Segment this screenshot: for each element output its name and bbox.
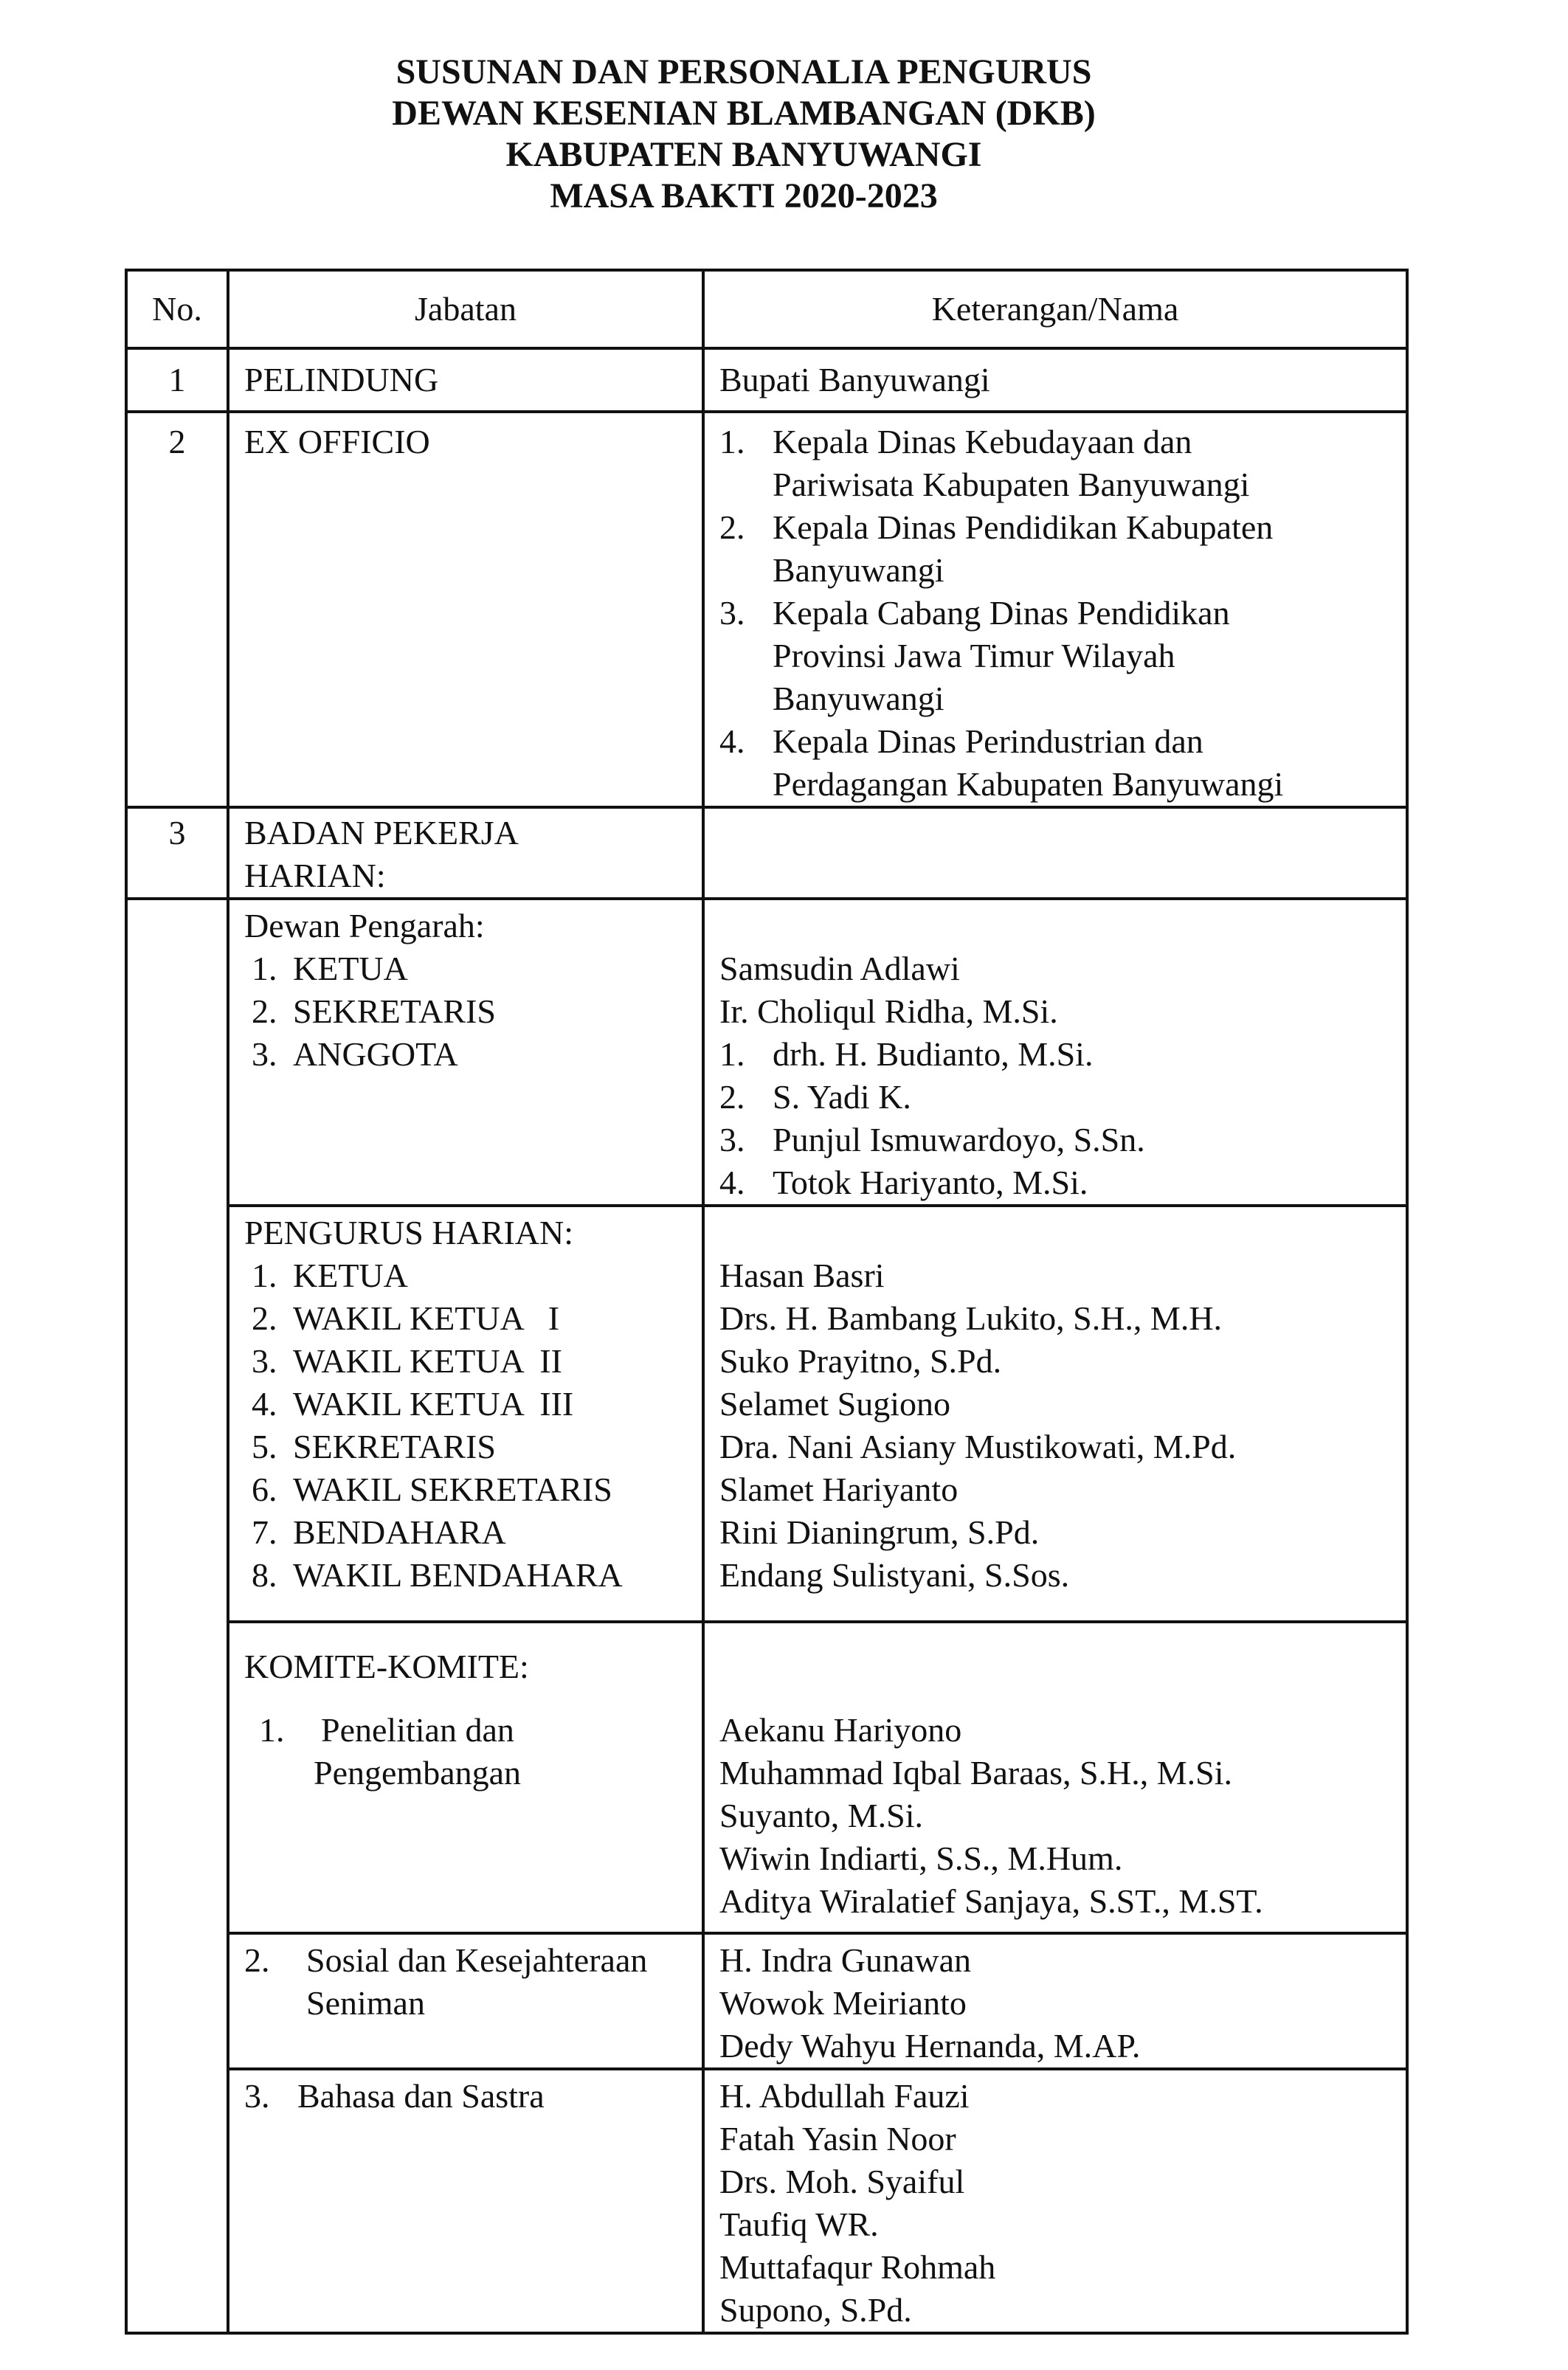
keterangan-cell — [703, 412, 1407, 807]
title-line-4: MASA BAKTI 2020-2023 — [550, 176, 938, 215]
table-row — [126, 1206, 1407, 1622]
jabatan-line: BADAN PEKERJA — [244, 814, 519, 851]
komite-item: 1. Penelitian dan — [259, 1711, 514, 1749]
komite-cell — [228, 1622, 703, 1933]
name-line: Hasan Basri — [719, 1257, 885, 1294]
komite-item-continuation: Pengembangan — [314, 1754, 522, 1792]
list-item: 2. S. Yadi K. — [719, 1078, 911, 1116]
dewan-pengarah-cell — [228, 899, 703, 1206]
table-row — [126, 807, 1407, 899]
row-number: 1 — [126, 348, 228, 412]
komite-names — [703, 1622, 1407, 1933]
name-line: Muttafaqur Rohmah — [719, 2248, 996, 2286]
list-item: 4. Totok Hariyanto, M.Si. — [719, 1164, 1088, 1201]
list-item: 1. Kepala Dinas Kebudayaan dan — [719, 423, 1192, 460]
komite-item: 3. Bahasa dan Sastra — [244, 2077, 545, 2115]
list-item: 3. Kepala Cabang Dinas Pendidikan — [719, 594, 1230, 632]
name-line: Dra. Nani Asiany Mustikowati, M.Pd. — [719, 1428, 1237, 1465]
name-line: Drs. Moh. Syaiful — [719, 2163, 965, 2200]
name-line: Dedy Wahyu Hernanda, M.AP. — [719, 2027, 1141, 2065]
position-item: 1. KETUA — [252, 950, 408, 987]
list-item-continuation: Provinsi Jawa Timur Wilayah — [773, 637, 1175, 674]
no-cell-empty — [126, 899, 228, 2333]
title-line-3: KABUPATEN BANYUWANGI — [505, 135, 982, 174]
dewan-pengarah-names — [703, 899, 1407, 1206]
title-line-1: SUSUNAN DAN PERSONALIA PENGURUS — [396, 52, 1092, 91]
komite-item-continuation: Seniman — [306, 1984, 425, 2022]
position-item: 8. WAKIL BENDAHARA — [252, 1556, 623, 1594]
name-line: Suko Prayitno, S.Pd. — [719, 1342, 1002, 1380]
name-line: Supono, S.Pd. — [719, 2291, 912, 2329]
komite-names — [703, 1933, 1407, 2069]
jabatan-cell — [228, 807, 703, 899]
table-row — [126, 1622, 1407, 1933]
table-row — [126, 899, 1407, 1206]
table-row — [126, 412, 1407, 807]
pengurus-harian-cell — [228, 1206, 703, 1622]
list-item: 1. drh. H. Budianto, M.Si. — [719, 1035, 1094, 1073]
header-keterangan: Keterangan/Nama — [703, 270, 1407, 348]
komite-cell — [228, 1933, 703, 2069]
list-item-continuation: Pariwisata Kabupaten Banyuwangi — [773, 466, 1250, 503]
nama-cell: Bupati Banyuwangi — [703, 348, 1407, 412]
section-heading: KOMITE-KOMITE: — [244, 1648, 529, 1685]
list-item: 2. Kepala Dinas Pendidikan Kabupaten — [719, 508, 1274, 546]
table-row — [126, 348, 1407, 412]
position-item: 7. BENDAHARA — [252, 1513, 506, 1551]
name-line: Aekanu Hariyono — [719, 1711, 962, 1749]
komite-item: 2. Sosial dan Kesejahteraan — [244, 1941, 648, 1979]
list-item-continuation: Banyuwangi — [773, 680, 944, 717]
name-line: Wiwin Indiarti, S.S., M.Hum. — [719, 1839, 1123, 1877]
komite-cell — [228, 2069, 703, 2333]
position-item: 5. SEKRETARIS — [252, 1428, 496, 1465]
list-item: 4. Kepala Dinas Perindustrian dan — [719, 722, 1203, 760]
name-line: Endang Sulistyani, S.Sos. — [719, 1556, 1070, 1594]
list-item-continuation: Perdagangan Kabupaten Banyuwangi — [773, 765, 1284, 803]
personalia-table — [125, 269, 1409, 2335]
name-line: H. Indra Gunawan — [719, 1941, 972, 1979]
header-no: No. — [126, 270, 228, 348]
name-line: Suyanto, M.Si. — [719, 1797, 924, 1834]
position-item: 2. SEKRETARIS — [252, 992, 496, 1030]
name-line: Samsudin Adlawi — [719, 950, 960, 987]
name-line: Fatah Yasin Noor — [719, 2120, 956, 2157]
jabatan-cell: EX OFFICIO — [228, 412, 703, 807]
position-item: 2. WAKIL KETUA I — [252, 1299, 560, 1337]
name-line: Taufiq WR. — [719, 2205, 879, 2243]
name-line: Slamet Hariyanto — [719, 1471, 959, 1508]
header-jabatan: Jabatan — [228, 270, 703, 348]
row-number: 2 — [126, 412, 228, 807]
row-number: 3 — [126, 807, 228, 899]
name-line: Muhammad Iqbal Baraas, S.H., M.Si. — [719, 1754, 1233, 1792]
section-heading: PENGURUS HARIAN: — [244, 1214, 573, 1251]
document-title — [0, 52, 1488, 217]
table-row — [126, 1933, 1407, 2069]
list-item: 3. Punjul Ismuwardoyo, S.Sn. — [719, 1121, 1145, 1158]
name-line: Aditya Wiralatief Sanjaya, S.ST., M.ST. — [719, 1882, 1263, 1920]
jabatan-line: HARIAN: — [244, 857, 386, 894]
name-line: H. Abdullah Fauzi — [719, 2077, 970, 2115]
position-item: 1. KETUA — [252, 1257, 408, 1294]
position-item: 3. ANGGOTA — [252, 1035, 458, 1073]
komite-names — [703, 2069, 1407, 2333]
title-line-2: DEWAN KESENIAN BLAMBANGAN (DKB) — [392, 94, 1096, 133]
position-item: 4. WAKIL KETUA III — [252, 1385, 574, 1423]
name-line: Wowok Meirianto — [719, 1984, 967, 2022]
keterangan-cell — [703, 807, 1407, 899]
name-line: Rini Dianingrum, S.Pd. — [719, 1513, 1040, 1551]
name-line: Ir. Choliqul Ridha, M.Si. — [719, 992, 1058, 1030]
table-header-row — [126, 270, 1407, 348]
name-line: Selamet Sugiono — [719, 1385, 951, 1423]
table-row — [126, 2069, 1407, 2333]
list-item-continuation: Banyuwangi — [773, 551, 944, 589]
position-item: 3. WAKIL KETUA II — [252, 1342, 562, 1380]
section-heading: Dewan Pengarah: — [244, 907, 485, 944]
name-line: Drs. H. Bambang Lukito, S.H., M.H. — [719, 1299, 1223, 1337]
position-item: 6. WAKIL SEKRETARIS — [252, 1471, 612, 1508]
pengurus-harian-names — [703, 1206, 1407, 1622]
jabatan-cell: PELINDUNG — [228, 348, 703, 412]
